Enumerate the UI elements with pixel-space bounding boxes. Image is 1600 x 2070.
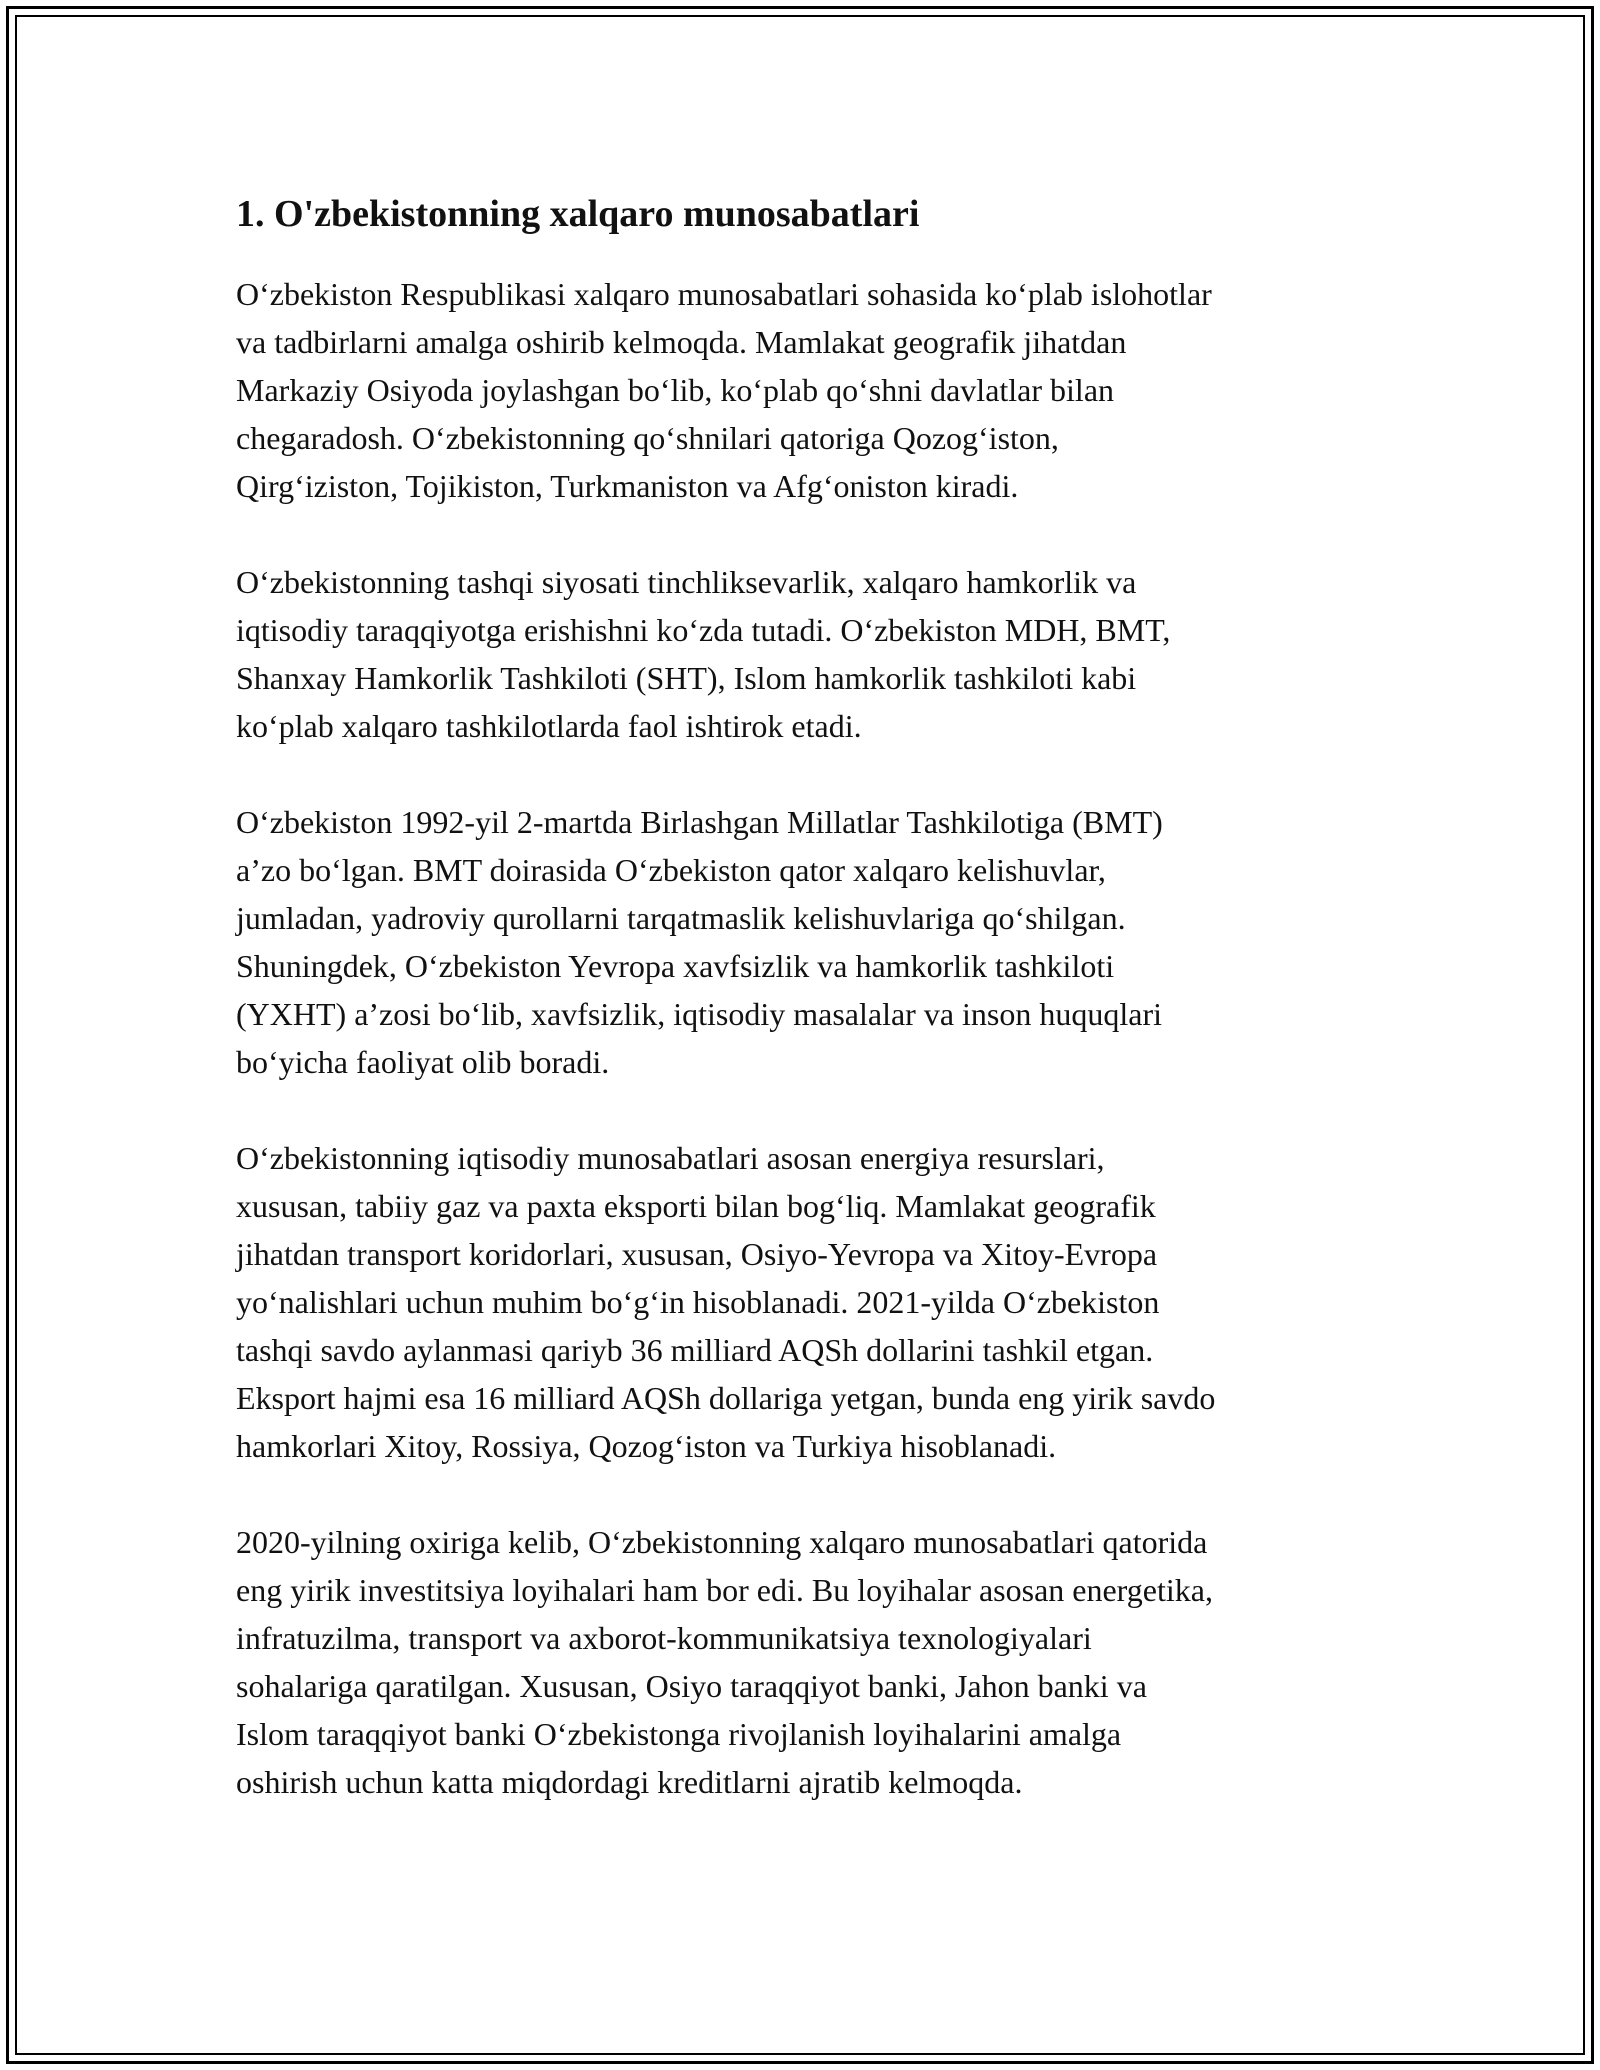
paragraph-2 bbox=[236, 558, 1376, 750]
paragraph-3 bbox=[236, 798, 1376, 1086]
text-line: Islom taraqqiyot banki O‘zbekistonga rivojlanish loyihalarini amalga bbox=[236, 1716, 1122, 1752]
text-line: jihatdan transport koridorlari, xususan, Osiyo-Yevropa va Xitoy-Evropa bbox=[236, 1236, 1158, 1272]
section-heading: 1. O'zbekistonning xalqaro munosabatlari bbox=[236, 193, 920, 235]
text-line: Shuningdek, O‘zbekiston Yevropa xavfsizlik va hamkorlik tashkiloti bbox=[236, 948, 1115, 984]
text-line: Shanxay Hamkorlik Tashkiloti (SHT), Islom hamkorlik tashkiloti kabi bbox=[236, 660, 1137, 696]
text-line: (YXHT) a’zosi bo‘lib, xavfsizlik, iqtisodiy masalalar va inson huquqlari bbox=[236, 996, 1163, 1032]
text-line: O‘zbekistonning tashqi siyosati tinchliksevarlik, xalqaro hamkorlik va bbox=[236, 564, 1137, 600]
text-line: O‘zbekiston 1992-yil 2-martda Birlashgan Millatlar Tashkilotiga (BMT) bbox=[236, 804, 1163, 840]
text-line: hamkorlari Xitoy, Rossiya, Qozog‘iston va Turkiya hisoblanadi. bbox=[236, 1428, 1057, 1464]
text-line: yo‘nalishlari uchun muhim bo‘g‘in hisoblanadi. 2021-yilda O‘zbekiston bbox=[236, 1284, 1160, 1320]
document-body bbox=[236, 186, 1376, 1854]
text-line: bo‘yicha faoliyat olib boradi. bbox=[236, 1044, 610, 1080]
text-line: xususan, tabiiy gaz va paxta eksporti bilan bog‘liq. Mamlakat geografik bbox=[236, 1188, 1156, 1224]
text-line: O‘zbekistonning iqtisodiy munosabatlari asosan energiya resurslari, bbox=[236, 1140, 1105, 1176]
text-line: Eksport hajmi esa 16 milliard AQSh dollariga yetgan, bunda eng yirik savdo bbox=[236, 1380, 1216, 1416]
text-line: chegaradosh. O‘zbekistonning qo‘shnilari qatoriga Qozog‘iston, bbox=[236, 420, 1059, 456]
paragraph-1 bbox=[236, 270, 1376, 510]
paragraph-5 bbox=[236, 1518, 1376, 1806]
text-line: jumladan, yadroviy qurollarni tarqatmaslik kelishuvlariga qo‘shilgan. bbox=[236, 900, 1126, 936]
text-line: sohalariga qaratilgan. Xususan, Osiyo taraqqiyot banki, Jahon banki va bbox=[236, 1668, 1147, 1704]
text-line: a’zo bo‘lgan. BMT doirasida O‘zbekiston qator xalqaro kelishuvlar, bbox=[236, 852, 1106, 888]
paragraph-4 bbox=[236, 1134, 1376, 1470]
text-line: 2020-yilning oxiriga kelib, O‘zbekistonning xalqaro munosabatlari qatorida bbox=[236, 1524, 1208, 1560]
text-line: eng yirik investitsiya loyihalari ham bor edi. Bu loyihalar asosan energetika, bbox=[236, 1572, 1213, 1608]
text-line: va tadbirlarni amalga oshirib kelmoqda. Mamlakat geografik jihatdan bbox=[236, 324, 1127, 360]
text-line: Markaziy Osiyoda joylashgan bo‘lib, ko‘plab qo‘shni davlatlar bilan bbox=[236, 372, 1115, 408]
text-line: tashqi savdo aylanmasi qariyb 36 milliard AQSh dollarini tashkil etgan. bbox=[236, 1332, 1154, 1368]
text-line: O‘zbekiston Respublikasi xalqaro munosabatlari sohasida ko‘plab islohotlar bbox=[236, 276, 1212, 312]
text-line: Qirg‘iziston, Tojikiston, Turkmaniston va Afg‘oniston kiradi. bbox=[236, 468, 1019, 504]
text-line: iqtisodiy taraqqiyotga erishishni ko‘zda tutadi. O‘zbekiston MDH, BMT, bbox=[236, 612, 1171, 648]
text-line: ko‘plab xalqaro tashkilotlarda faol ishtirok etadi. bbox=[236, 708, 862, 744]
text-line: infratuzilma, transport va axborot-kommunikatsiya texnologiyalari bbox=[236, 1620, 1092, 1656]
text-line: oshirish uchun katta miqdordagi kreditlarni ajratib kelmoqda. bbox=[236, 1764, 1023, 1800]
